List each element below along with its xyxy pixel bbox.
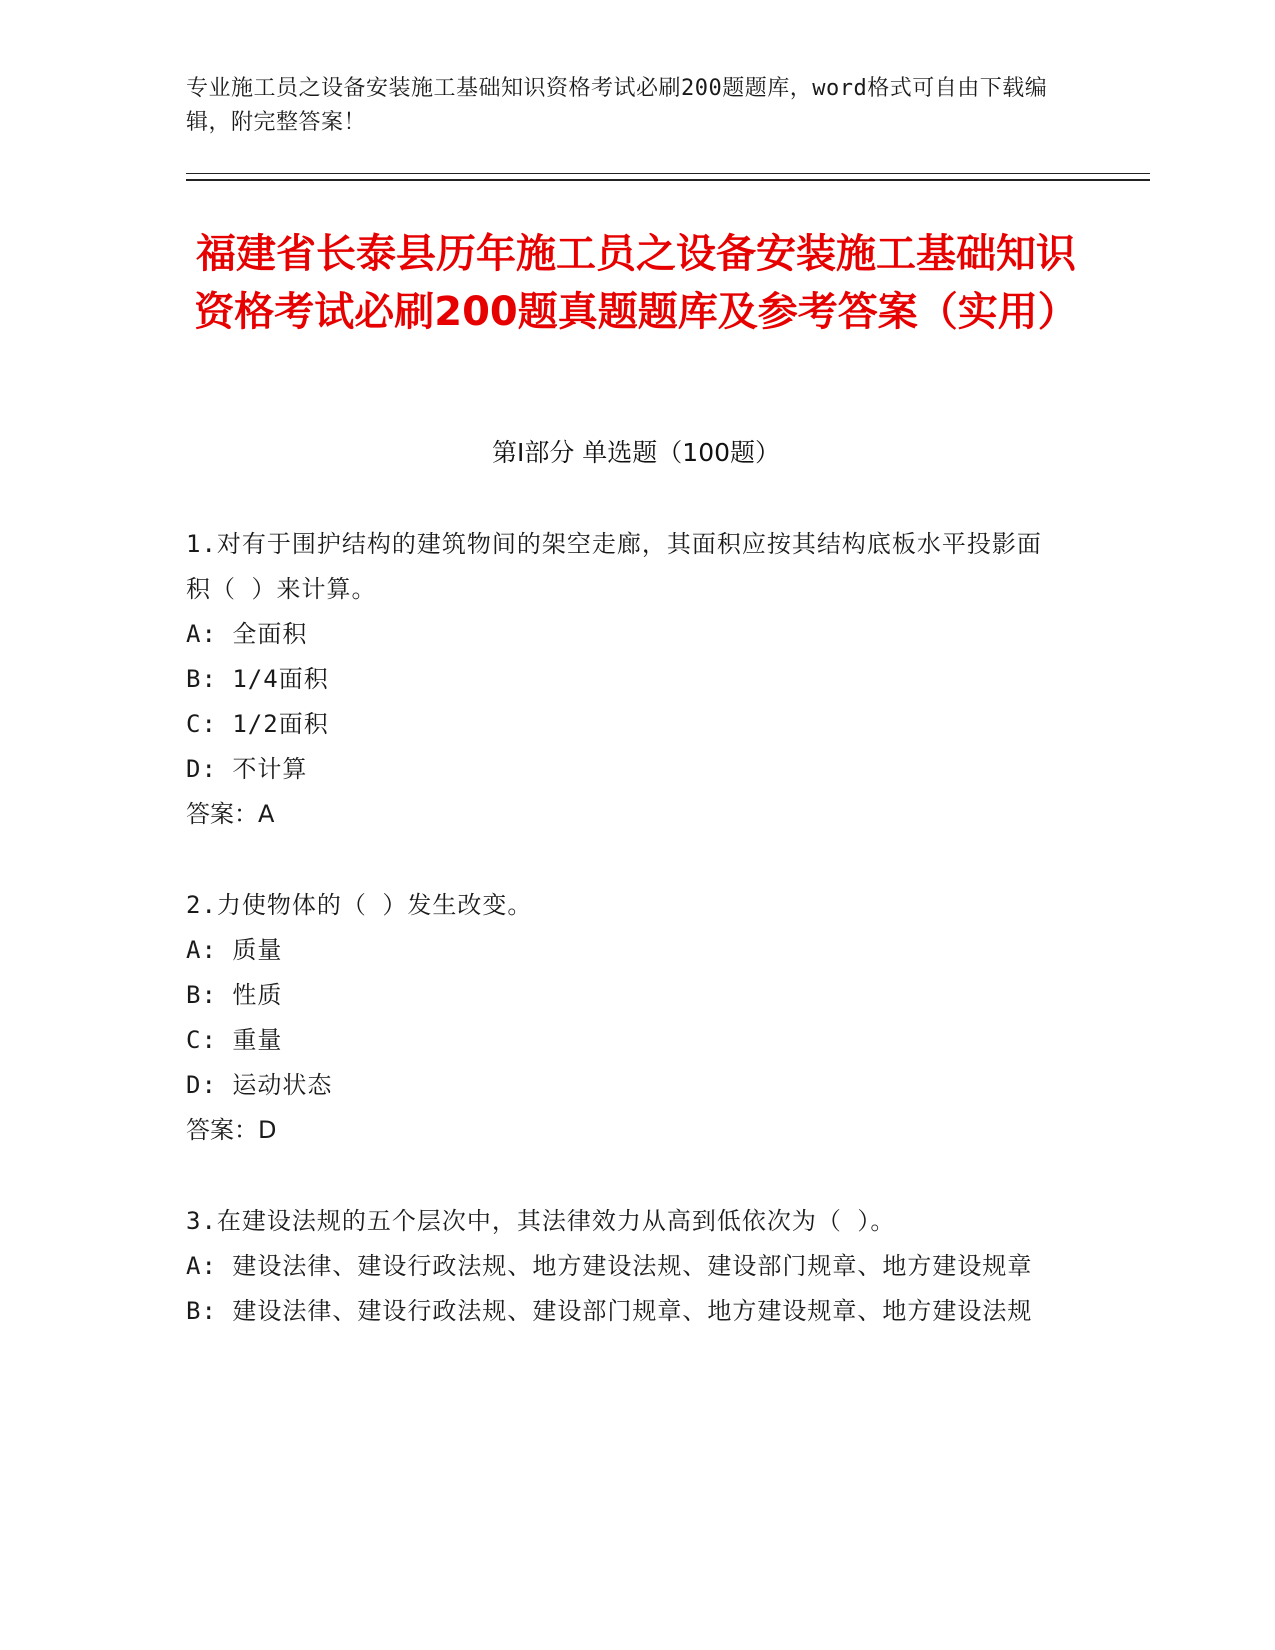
- option-b: B: 1/4面积: [186, 665, 329, 693]
- question-stem: 2.力使物体的（ ）发生改变。: [186, 891, 533, 919]
- option-a: A: 质量: [186, 936, 283, 964]
- header-note: 专业施工员之设备安装施工基础知识资格考试必刷200题题库，word格式可自由下载编辑，附完整答案！: [186, 76, 1048, 135]
- option-d: D: 运动状态: [186, 1071, 333, 1099]
- option-a: A: 建设法律、建设行政法规、地方建设法规、建设部门规章、地方建设规章: [186, 1252, 1033, 1280]
- question-3: [186, 1199, 1066, 1334]
- section-heading: 第Ⅰ部分 单选题（100题）: [491, 438, 781, 467]
- option-a: A: 全面积: [186, 620, 308, 648]
- option-c: C: 重量: [186, 1026, 283, 1054]
- question-1: [186, 522, 1066, 837]
- question-list: [186, 522, 1066, 1380]
- option-c: C: 1/2面积: [186, 710, 329, 738]
- header-divider-thin: [186, 173, 1150, 174]
- option-d: D: 不计算: [186, 755, 308, 783]
- header-divider-thick: [186, 179, 1150, 181]
- question-stem: 3.在建设法规的五个层次中，其法律效力从高到低依次为（ ）。: [186, 1207, 896, 1235]
- option-b: B: 性质: [186, 981, 283, 1009]
- option-b: B: 建设法律、建设行政法规、建设部门规章、地方建设规章、地方建设法规: [186, 1297, 1033, 1325]
- document-title: 福建省长泰县历年施工员之设备安装施工基础知识资格考试必刷200题真题题库及参考答案（实用）: [194, 231, 1078, 335]
- answer-line: 答案：A: [186, 800, 275, 828]
- answer-line: 答案：D: [186, 1116, 277, 1144]
- question-2: [186, 883, 1066, 1153]
- question-stem: 1.对有于围护结构的建筑物间的架空走廊，其面积应按其结构底板水平投影面积（ ）来计算。: [186, 530, 1042, 603]
